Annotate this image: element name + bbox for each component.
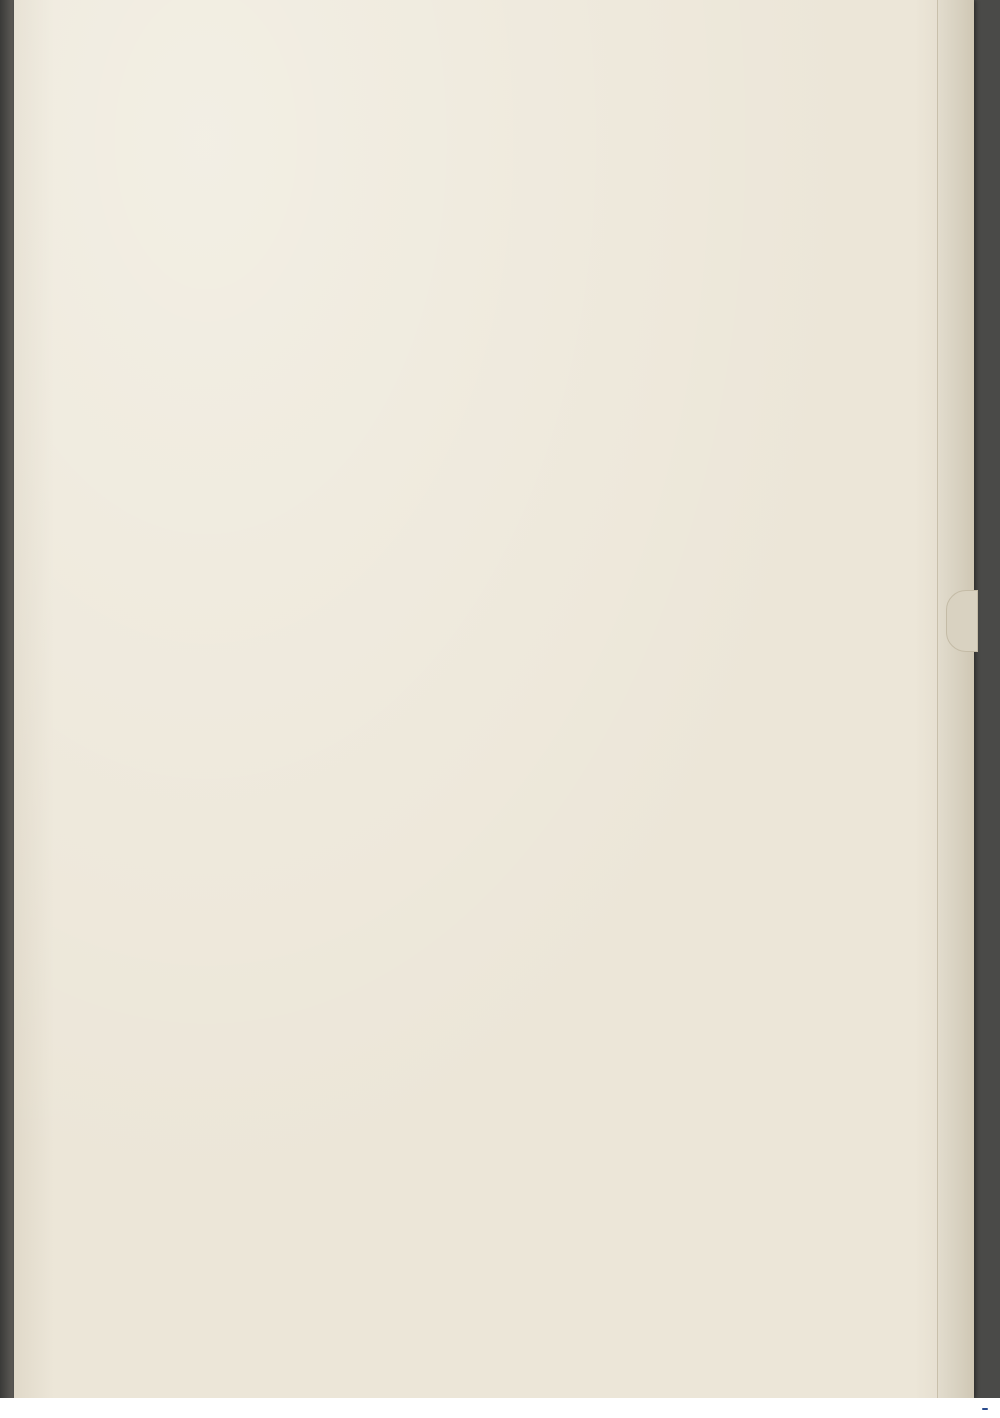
page-edge-tab (946, 590, 978, 652)
footer-strip (0, 1398, 1000, 1418)
book-page (14, 0, 974, 1398)
page-edge (937, 0, 974, 1398)
footer (978, 1401, 988, 1417)
dfg-logo-icon (982, 1408, 988, 1410)
decorated-initial (118, 730, 176, 812)
